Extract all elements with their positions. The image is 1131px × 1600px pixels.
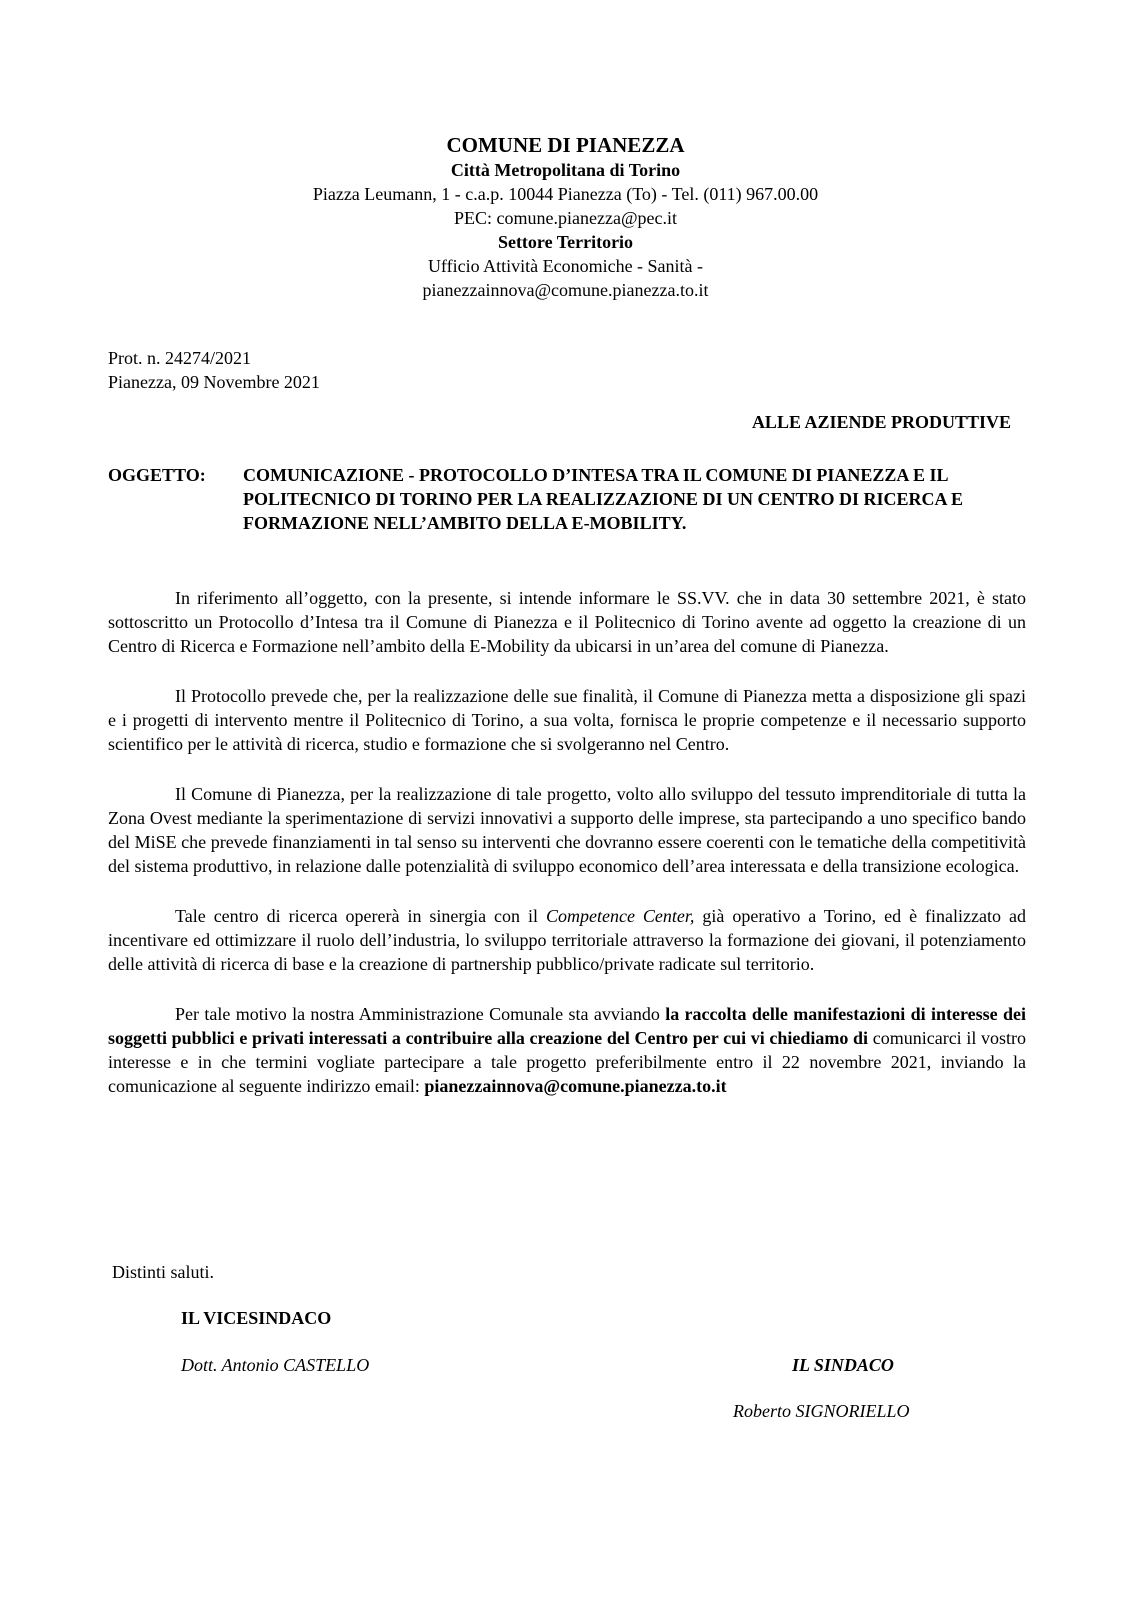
office-email: pianezzainnova@comune.pianezza.to.it (422, 280, 709, 300)
mayor-name: Roberto SIGNORIELLO (733, 1401, 910, 1421)
letter-body (108, 586, 1026, 1124)
protocol-block (108, 346, 320, 394)
recipient-line: ALLE AZIENDE PRODUTTIVE (751, 412, 1011, 432)
paragraph-4-part-a: Tale centro di ricerca opererà in sinergia con il (175, 906, 546, 926)
paragraph-4 (108, 904, 1026, 976)
paragraph-4-part-b: già operativo a Torino, ed è finalizzato ad incentivare ed ottimizzare il ruolo dell’industria, lo sviluppo territoriale attraverso la formazione dei giovani, il potenziamento delle attività di ricerca di base e la creazione di partnership pubblico/private radicate sul territorio. (108, 906, 1026, 974)
office-line: Ufficio Attività Economiche - Sanità - (427, 256, 704, 276)
paragraph-5-part-b: comunicarci il vostro interesse e in che termini vogliate partecipare a tale progetto preferibilmente entro il 22 novembre 2021, inviando la comunicazione al seguente indirizzo email: (108, 1028, 1026, 1096)
closing-salutation: Distinti saluti. (112, 1262, 215, 1282)
sector-line: Settore Territorio (497, 232, 634, 252)
contact-email: pianezzainnova@comune.pianezza.to.it (424, 1076, 727, 1096)
subject-text: COMUNICAZIONE - PROTOCOLLO D’INTESA TRA IL COMUNE DI PIANEZZA E IL POLITECNICO DI TORINO PER LA REALIZZAZIONE DI UN CENTRO DI RICERCA E FORMAZIONE NELL’AMBITO DELLA E-MOBILITY. (243, 465, 963, 533)
vice-mayor-title: IL VICESINDACO (181, 1308, 332, 1328)
metropolitan-city: Città Metropolitana di Torino (450, 160, 681, 180)
paragraph-1: In riferimento all’oggetto, con la presente, si intende informare le SS.VV. che in data 30 settembre 2021, è stato sottoscritto un Protocollo d’Intesa tra il Comune di Pianezza e il Politecnico di Torino avente ad oggetto la creazione di un Centro di Ricerca e Formazione nell’ambito della E-Mobility da ubicarsi in un’area del comune di Pianezza. (108, 588, 1026, 656)
pec-line: PEC: comune.pianezza@pec.it (454, 208, 677, 228)
protocol-number: Prot. n. 24274/2021 (108, 348, 252, 368)
mayor-title: IL SINDACO (792, 1355, 894, 1375)
paragraph-2: Il Protocollo prevede che, per la realizzazione delle sue finalità, il Comune di Pianezza metta a disposizione gli spazi e i progetti di intervento mentre il Politecnico di Torino, a sua volta, fornisca le proprie competenze e il necessario supporto scientifico per le attività di ricerca, studio e formazione che si svolgeranno nel Centro. (108, 686, 1026, 754)
competence-center-term: Competence Center, (545, 906, 695, 926)
address-line: Piazza Leumann, 1 - c.a.p. 10044 Pianezza (To) - Tel. (011) 967.00.00 (312, 184, 819, 204)
municipality-title: COMUNE DI PIANEZZA (446, 133, 685, 157)
paragraph-5-bold: la raccolta delle manifestazioni di interesse dei soggetti pubblici e privati interessati a contribuire alla creazione del Centro per cui vi chiediamo di (108, 1004, 1026, 1048)
vice-mayor-name: Dott. Antonio CASTELLO (181, 1355, 370, 1375)
letterhead (0, 132, 1131, 302)
subject-label: OGGETTO: (108, 465, 206, 485)
paragraph-3: Il Comune di Pianezza, per la realizzazione di tale progetto, volto allo sviluppo del tessuto imprenditoriale di tutta la Zona Ovest mediante la sperimentazione di servizi innovativi a supporto delle imprese, sta partecipando a uno specifico bando del MiSE che prevede finanziamenti in tal senso su interventi che dovranno essere coerenti con le tematiche della competitività del sistema produttivo, in relazione dalle potenzialità di sviluppo economico dell’area interessata e della transizione ecologica. (108, 784, 1026, 876)
protocol-date: Pianezza, 09 Novembre 2021 (108, 372, 320, 392)
subject-block (108, 463, 1028, 535)
paragraph-5-part-a: Per tale motivo la nostra Amministrazione Comunale sta avviando (175, 1004, 666, 1024)
paragraph-5 (108, 1002, 1026, 1098)
